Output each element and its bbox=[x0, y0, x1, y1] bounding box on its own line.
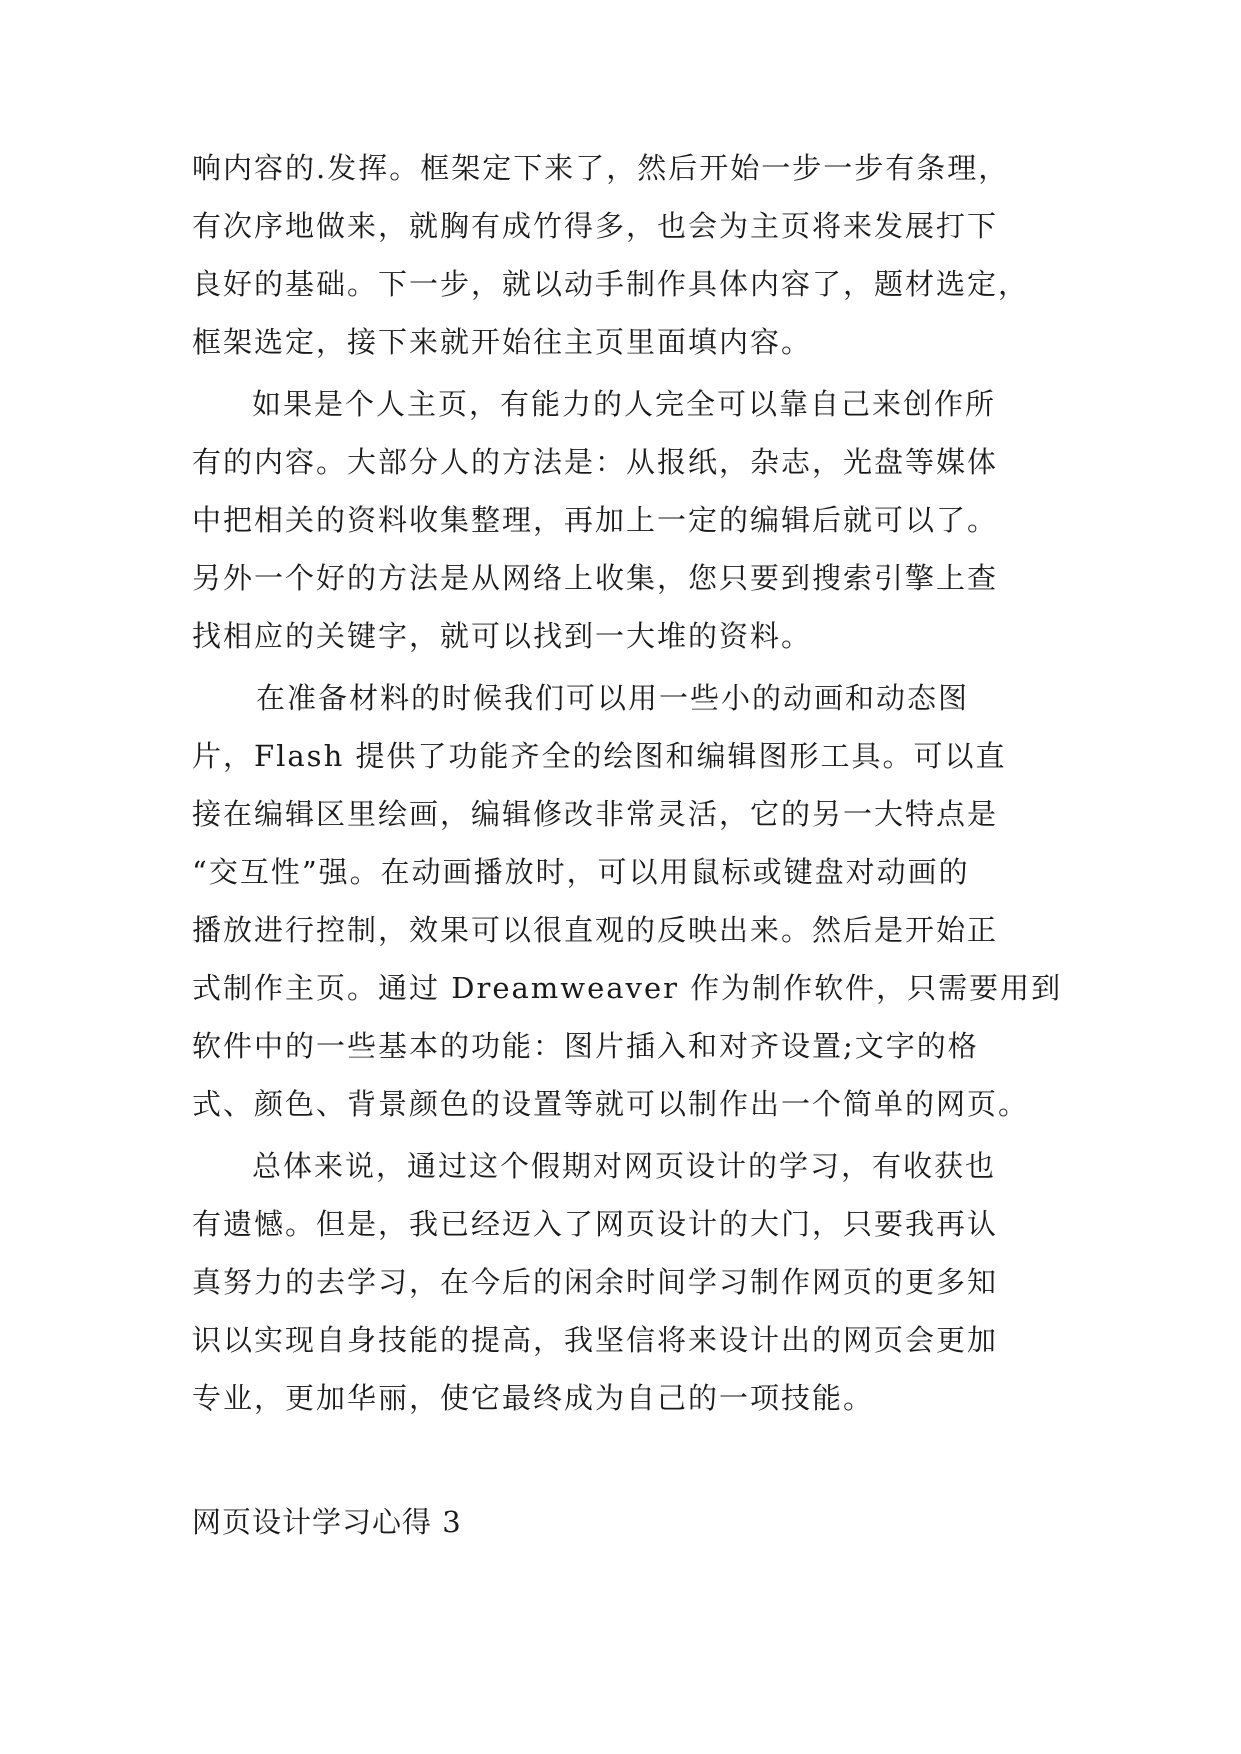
paragraph-1-line-4: 框架选定，接下来就开始往主页里面填内容。 bbox=[192, 325, 813, 359]
paragraph-4-line-4: 识以实现自身技能的提高，我坚信将来设计出的网页会更加 bbox=[192, 1323, 999, 1357]
paragraph-4-line-3: 真努力的去学习，在今后的闲余时间学习制作网页的更多知 bbox=[192, 1265, 999, 1299]
section-heading: 网页设计学习心得 3 bbox=[192, 1505, 462, 1539]
paragraph-4-line-1: 总体来说，通过这个假期对网页设计的学习，有收获也 bbox=[252, 1149, 997, 1183]
paragraph-1-line-1: 响内容的.发挥。框架定下来了，然后开始一步一步有条理， bbox=[192, 151, 1010, 185]
paragraph-1-line-2: 有次序地做来，就胸有成竹得多，也会为主页将来发展打下 bbox=[192, 209, 999, 243]
paragraph-3-line-1: 在准备材料的时候我们可以用一些小的动画和动态图 bbox=[256, 681, 970, 715]
paragraph-3-line-2: 片，Flash 提供了功能齐全的绘图和编辑图形工具。可以直 bbox=[192, 739, 1007, 773]
paragraph-2-line-1: 如果是个人主页，有能力的人完全可以靠自己来创作所 bbox=[252, 387, 997, 421]
paragraph-3-line-4: “交互性”强。在动画播放时，可以用鼠标或键盘对动画的 bbox=[192, 855, 970, 889]
paragraph-4-line-5: 专业，更加华丽，使它最终成为自己的一项技能。 bbox=[192, 1381, 875, 1415]
paragraph-3-line-3: 接在编辑区里绘画，编辑修改非常灵活，它的另一大特点是 bbox=[192, 797, 999, 831]
paragraph-1-line-3: 良好的基础。下一步，就以动手制作具体内容了，题材选定， bbox=[192, 267, 1030, 301]
paragraph-3-line-8: 式、颜色、背景颜色的设置等就可以制作出一个简单的网页。 bbox=[192, 1087, 1030, 1121]
paragraph-2-line-5: 找相应的关键字，就可以找到一大堆的资料。 bbox=[192, 619, 813, 653]
paragraph-2-line-3: 中把相关的资料收集整理，再加上一定的编辑后就可以了。 bbox=[192, 503, 999, 537]
paragraph-3-line-7: 软件中的一些基本的功能：图片插入和对齐设置;文字的格 bbox=[192, 1029, 979, 1063]
paragraph-2-line-4: 另外一个好的方法是从网络上收集，您只要到搜索引擎上查 bbox=[192, 561, 999, 595]
paragraph-3-line-5: 播放进行控制，效果可以很直观的反映出来。然后是开始正 bbox=[192, 913, 999, 947]
paragraph-4-line-2: 有遗憾。但是，我已经迈入了网页设计的大门，只要我再认 bbox=[192, 1207, 999, 1241]
paragraph-3-line-6: 式制作主页。通过 Dreamweaver 作为制作软件，只需要用到 bbox=[192, 971, 1063, 1005]
paragraph-2-line-2: 有的内容。大部分人的方法是：从报纸，杂志，光盘等媒体 bbox=[192, 445, 999, 479]
